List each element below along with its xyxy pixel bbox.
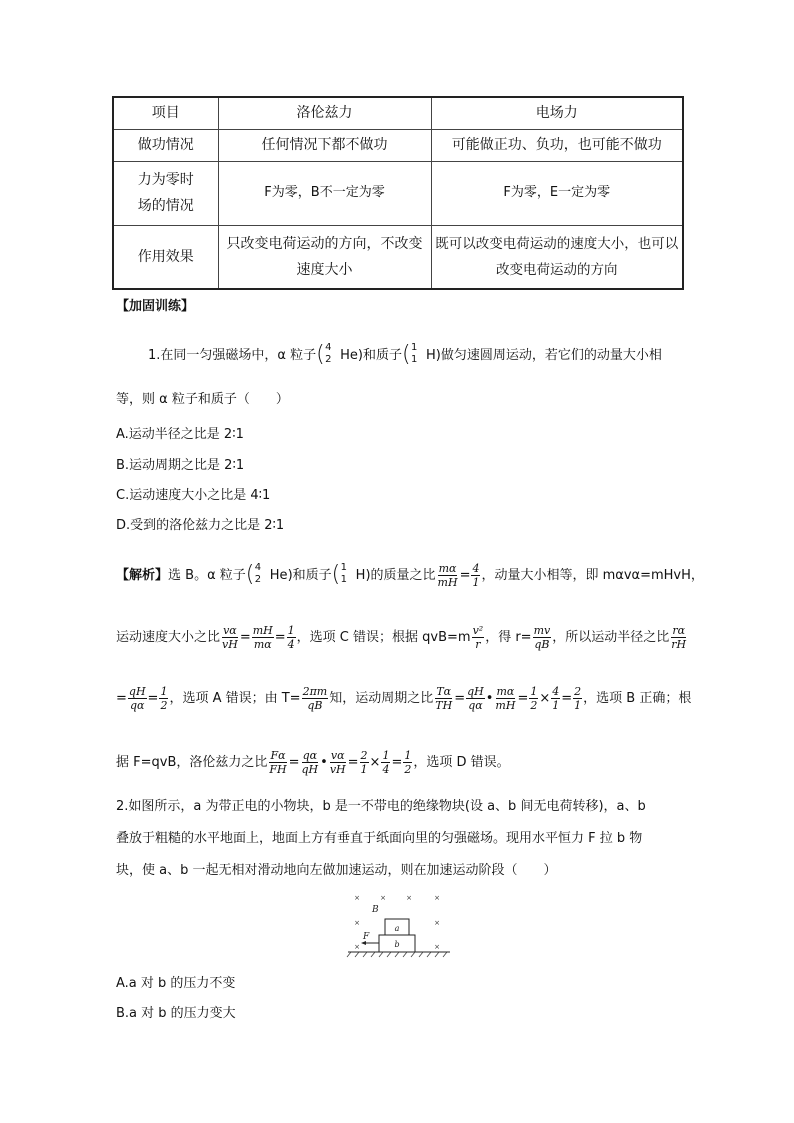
q1-stem-text: 1.在同一匀强磁场中，α 粒子: [148, 347, 317, 363]
q2-stem-line3: 块，使 a、b 一起无相对滑动地向左做加速运动，则在加速运动阶段（ ）: [116, 863, 557, 878]
field-cross: ×: [434, 919, 440, 927]
fraction-value: $\frac{1}{2}$: [160, 684, 168, 712]
paren-glyph: ): [365, 567, 371, 583]
helium-isotope: [316, 342, 340, 368]
cell-line: 力为零时: [137, 172, 194, 188]
paren-glyph: (: [401, 342, 411, 367]
equals-sign: =: [239, 629, 251, 645]
hydrogen-isotope: [402, 342, 426, 368]
mass-number: 1: [410, 342, 418, 353]
paren-glyph: (: [331, 562, 341, 587]
cell-line: 场的情况: [137, 198, 194, 214]
table-cell: [431, 225, 683, 289]
b-field-label: B: [372, 905, 379, 915]
field-cross: ×: [406, 894, 412, 902]
fraction-charge-ratio: $\frac{q\alpha}{qH}$: [301, 748, 319, 776]
analysis-text: ，选项 D 错误。: [413, 754, 510, 770]
q2-option-a: A.a 对 b 的压力不变: [116, 976, 236, 991]
equals-sign: =: [288, 754, 300, 770]
fraction-period-ratio: $\frac{T\alpha}{TH}$: [435, 684, 453, 712]
element-symbol: He: [340, 347, 358, 363]
comparison-table: [112, 96, 684, 290]
field-cross: ×: [354, 919, 360, 927]
ground-hatching: [347, 952, 447, 957]
fraction-value: $\frac{1}{2}$: [530, 684, 538, 712]
cell-line: 既可以改变电荷运动的速度大小，也可以: [435, 235, 679, 252]
q2-stem-line1: 2.如图所示，a 为带正电的小物块，b 是一不带电的绝缘物块(设 a、b 间无电荷转移)，a、b: [116, 799, 646, 814]
q1-stem-text: 做匀速圆周运动，若它们的动量大小相: [440, 347, 662, 363]
table-row: [113, 129, 683, 161]
field-cross: ×: [434, 943, 440, 951]
analysis-line-1: [116, 560, 704, 590]
q1-stem-line2: 等，则 α 粒子和质子（ ）: [116, 392, 289, 407]
force-label: F: [363, 932, 370, 942]
atomic-number: 2: [254, 574, 262, 585]
q1-option-b: B.运动周期之比是 2∶1: [116, 458, 245, 473]
q1-option-c: C.运动速度大小之比是 4∶1: [116, 488, 271, 503]
analysis-text: 和质子: [292, 567, 332, 583]
equals-sign: =: [459, 567, 471, 583]
equals-sign: =: [116, 690, 127, 706]
equals-sign: =: [454, 690, 466, 706]
paren-glyph: ): [357, 347, 363, 363]
analysis-text: ，选项 A 错误；由 T=: [169, 690, 301, 706]
fraction-centripetal: $\frac{\text{v²}}{r}$: [472, 623, 484, 651]
fraction-speed-ratio: $\frac{v\alpha}{vH}$: [329, 748, 346, 776]
table-cell: F为零，E一定为零: [431, 161, 683, 225]
paren-glyph: (: [245, 562, 255, 587]
paren-glyph: ): [287, 567, 293, 583]
fraction-charge-ratio: $\frac{qH}{q\alpha}$: [467, 684, 484, 712]
equals-sign: =: [561, 690, 573, 706]
element-symbol: H: [425, 347, 436, 363]
helium-isotope: [246, 562, 270, 588]
table-cell: [113, 161, 218, 225]
q1-option-d: D.受到的洛伦兹力之比是 2∶1: [116, 518, 285, 533]
table-cell: 作用效果: [113, 225, 218, 289]
field-cross: ×: [354, 943, 360, 951]
fraction-mass-inverse: $\frac{mH}{m\alpha}$: [252, 623, 273, 651]
table-header: 电场力: [431, 97, 683, 129]
fraction-value: $\frac{4}{1}$: [472, 561, 480, 589]
equals-sign: =: [274, 629, 286, 645]
fraction-value: $\frac{4}{1}$: [552, 684, 560, 712]
fraction-radius-ratio: $\frac{r\alpha}{rH}$: [671, 623, 687, 651]
analysis-text: 知，运动周期之比: [329, 690, 434, 706]
section-title: 【加固训练】: [116, 299, 195, 314]
table-cell: [218, 225, 431, 289]
equals-sign: =: [347, 754, 359, 770]
atomic-number: 1: [410, 354, 418, 365]
analysis-text: 的质量之比: [370, 567, 436, 583]
fraction-value: $\frac{2}{1}$: [574, 684, 582, 712]
mass-number: 4: [325, 342, 332, 353]
multiply-dot: •: [320, 754, 328, 770]
analysis-text: ，动量大小相等，即 mαvα=mHvH，: [481, 567, 704, 583]
analysis-line-4: [116, 745, 510, 779]
element-symbol: H: [355, 567, 366, 583]
mass-number: 4: [254, 562, 262, 573]
table-header-row: [113, 97, 683, 129]
equals-sign: =: [147, 690, 159, 706]
cell-line: 改变电荷运动的方向: [496, 261, 618, 278]
analysis-text: 选 B。α 粒子: [168, 567, 246, 583]
fraction-force-ratio: $\frac{F\alpha}{FH}$: [269, 748, 287, 776]
fraction-value: $\frac{2}{1}$: [360, 748, 368, 776]
analysis-text: ，选项 C 错误；根据 qvB=m: [296, 629, 471, 645]
fraction-speed-ratio: $\frac{v\alpha}{vH}$: [222, 623, 238, 651]
cell-line: 速度大小: [296, 261, 353, 278]
table-cell: F为零，B不一定为零: [218, 161, 431, 225]
fraction-mass-ratio: $\frac{m\alpha}{mH}$: [495, 684, 516, 712]
q1-stem-line1: [148, 342, 662, 368]
equals-sign: =: [517, 690, 529, 706]
element-symbol: He: [269, 567, 288, 583]
equals-sign: =: [391, 754, 403, 770]
table-header: 洛伦兹力: [218, 97, 431, 129]
q2-stem-line2: 叠放于粗糙的水平地面上，地面上方有垂直于纸面向里的匀强磁场。现用水平恒力 F 拉 b 物: [116, 831, 643, 846]
analysis-tag: 【解析】: [116, 567, 169, 583]
table-row: [113, 161, 683, 225]
mass-number: 1: [340, 562, 348, 573]
fraction-value: $\frac{1}{2}$: [404, 748, 412, 776]
fraction-mass-ratio: $\frac{m\alpha}{mH}$: [437, 561, 458, 589]
fraction-charge-ratio: $\frac{qH}{q\alpha}$: [128, 684, 146, 712]
cell-line: 只改变电荷运动的方向，不改变: [226, 235, 423, 252]
magnetic-field-figure: [345, 888, 455, 960]
table-cell: 可能做正功、负功，也可能不做功: [431, 129, 683, 161]
table-cell: 做功情况: [113, 129, 218, 161]
fraction-value: $\frac{1}{4}$: [287, 623, 295, 651]
q1-stem-text: 和质子: [362, 347, 402, 363]
analysis-text: ，得 r=: [485, 629, 532, 645]
atomic-number: 1: [340, 574, 348, 585]
table-cell: 任何情况下都不做功: [218, 129, 431, 161]
q2-option-b: B.a 对 b 的压力变大: [116, 1006, 236, 1021]
block-b-label: b: [394, 940, 400, 949]
table-header: 项目: [113, 97, 218, 129]
hydrogen-isotope: [332, 562, 356, 588]
block-a-label: a: [394, 924, 400, 933]
paren-glyph: ): [435, 347, 441, 363]
analysis-text: ，选项 B 正确；根: [583, 690, 692, 706]
table-row: [113, 225, 683, 289]
field-cross: ×: [434, 894, 440, 902]
analysis-text: 据 F=qvB，洛伦兹力之比: [116, 754, 268, 770]
analysis-line-3: [116, 681, 691, 715]
fraction-radius: $\frac{mv}{qB}$: [533, 623, 551, 651]
fraction-value: $\frac{1}{4}$: [382, 748, 390, 776]
analysis-line-2: [116, 620, 688, 654]
multiply-dot: •: [485, 690, 494, 706]
analysis-text: ，所以运动半径之比: [552, 629, 670, 645]
q1-option-a: A.运动半径之比是 2∶1: [116, 427, 244, 442]
times-sign: ×: [369, 754, 381, 770]
field-cross: ×: [380, 894, 386, 902]
paren-glyph: (: [316, 342, 325, 367]
fraction-period: $\frac{2\pi m}{qB}$: [302, 684, 328, 712]
times-sign: ×: [539, 690, 551, 706]
analysis-text: 运动速度大小之比: [116, 629, 221, 645]
field-cross: ×: [354, 894, 360, 902]
atomic-number: 2: [325, 354, 332, 365]
